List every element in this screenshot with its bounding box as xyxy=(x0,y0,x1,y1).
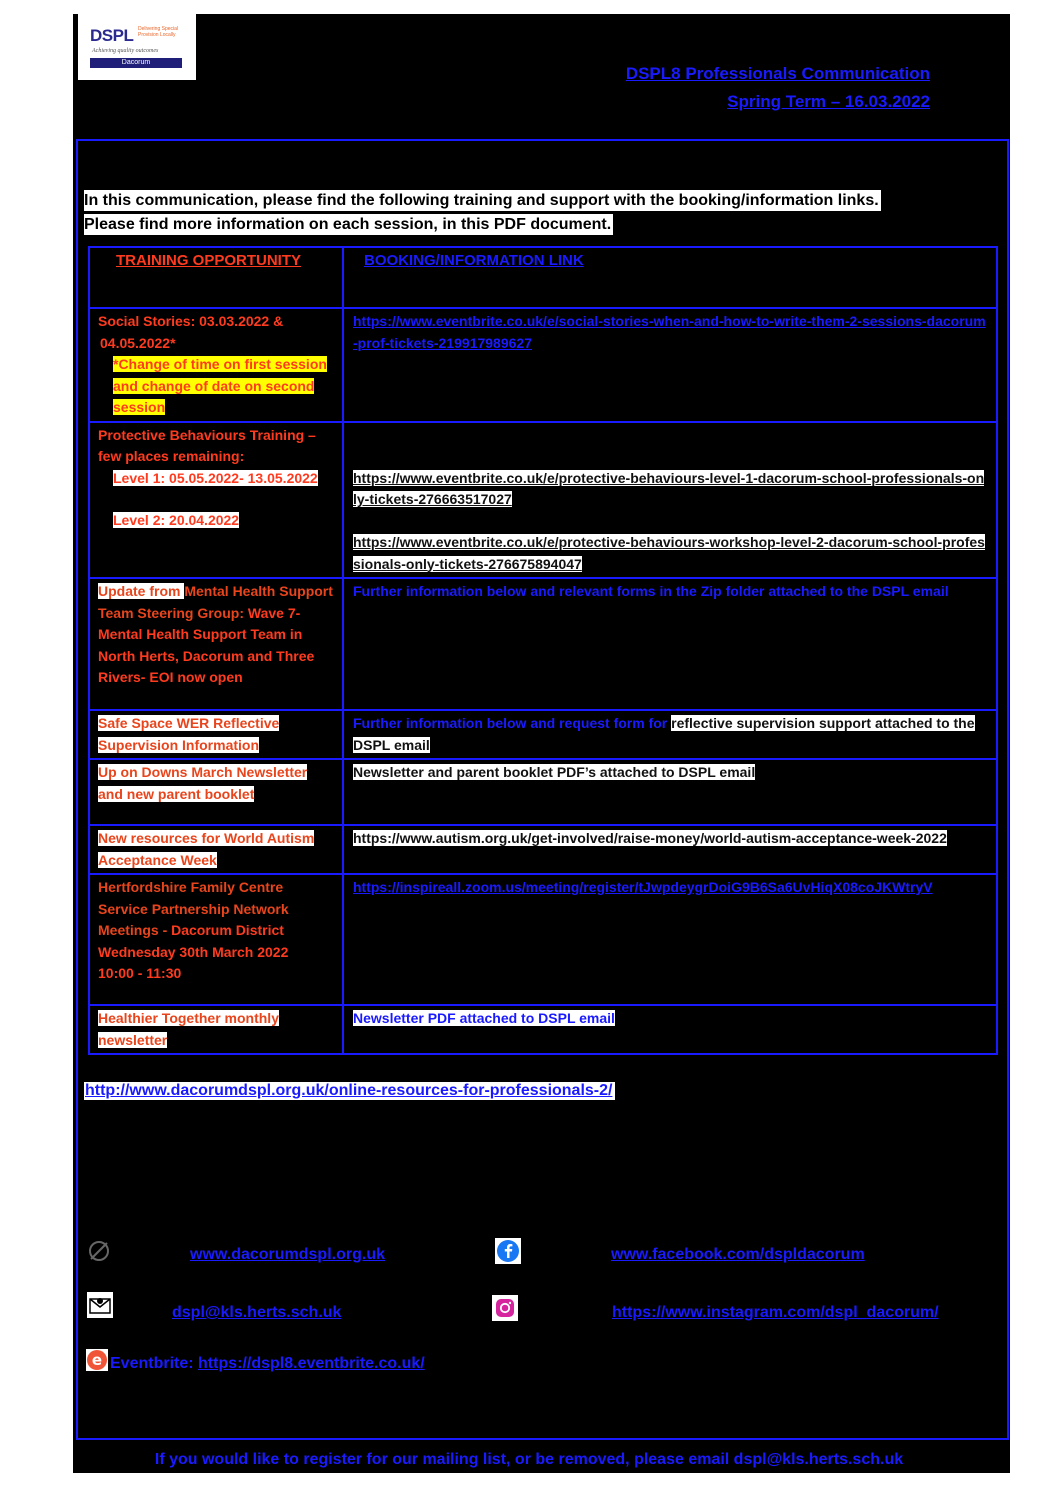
email-link[interactable]: dspl@kls.herts.sch.uk xyxy=(172,1304,342,1321)
table-row: Safe Space WER Reflective Supervision Information Further information below and request form for reflective supervision support attached to the DSPL email xyxy=(89,710,997,759)
row-safe-space: Safe Space WER Reflective Supervision Information xyxy=(89,710,343,759)
row-healthier-together: Healthier Together monthly newsletter xyxy=(89,1005,343,1054)
row-protective-behaviours: Protective Behaviours Training – few places remaining: Level 1: 05.05.2022- 13.05.2022 Level 2: 20.04.2022 xyxy=(89,422,343,579)
table-row: Healthier Together monthly newsletter Newsletter PDF attached to DSPL email xyxy=(89,1005,997,1054)
intro-line-1: In this communication, please find the following training and support with the booking/information links. xyxy=(84,192,879,209)
instagram-icon xyxy=(492,1295,518,1321)
row-up-on-downs: Up on Downs March Newsletter and new parent booklet xyxy=(89,759,343,825)
social-stories-link[interactable]: https://www.eventbrite.co.uk/e/social-stories-when-and-how-to-write-them-2-sessions-dacorum-prof-tickets-219917989627 xyxy=(353,313,986,351)
row-world-autism: New resources for World Autism Acceptance Week xyxy=(89,825,343,874)
eventbrite-row xyxy=(110,1355,425,1373)
eventbrite-link[interactable]: https://dspl8.eventbrite.co.uk/ xyxy=(198,1355,425,1372)
training-table xyxy=(88,246,998,1055)
protective-level2-link[interactable]: https://www.eventbrite.co.uk/e/protective-behaviours-workshop-level-2-dacorum-school-professionals-only-tickets-276675894047 xyxy=(353,534,985,572)
logo-district: Dacorum xyxy=(90,58,182,68)
website-link[interactable]: www.dacorumdspl.org.uk xyxy=(190,1246,385,1263)
table-row xyxy=(89,308,997,422)
table-row xyxy=(89,422,997,579)
eventbrite-label: Eventbrite: xyxy=(110,1355,199,1372)
facebook-link[interactable]: www.facebook.com/dspldacorum xyxy=(611,1246,865,1263)
logo-tagline: Delivering Special Provision Locally xyxy=(138,26,179,38)
web-icon xyxy=(86,1238,112,1264)
mental-health-info: Further information below and relevant forms in the Zip folder attached to the DSPL email xyxy=(353,583,949,599)
dspl-logo xyxy=(78,14,196,80)
header-booking: BOOKING/INFORMATION LINK xyxy=(343,247,997,308)
protective-level1-link[interactable]: https://www.eventbrite.co.uk/e/protective-behaviours-level-1-dacorum-school-professionals-only-tickets-276663517027 xyxy=(353,469,985,507)
zoom-register-link[interactable]: https://inspireall.zoom.us/meeting/register/tJwpdeygrDoiG9B6Sa6UvHiqX08coJKWtryV xyxy=(353,879,933,895)
email-icon xyxy=(87,1292,113,1318)
mailing-list-footer: If you would like to register for our mailing list, or be removed, please email dspl@kls.herts.sch.uk xyxy=(154,1451,904,1468)
autism-week-link[interactable]: https://www.autism.org.uk/get-involved/raise-money/world-autism-acceptance-week-2022 xyxy=(353,830,947,846)
instagram-link[interactable]: https://www.instagram.com/dspl_dacorum/ xyxy=(612,1304,939,1321)
change-notice: *Change of time on first session and change of date on second session xyxy=(113,356,327,415)
row-mental-health: Update from Mental Health Support Team Steering Group: Wave 7- Mental Health Support Team in North Herts, Dacorum and Three Rivers- EOI now open xyxy=(89,578,343,710)
table-header-row xyxy=(89,247,997,308)
online-resources-link[interactable]: http://www.dacorumdspl.org.uk/online-resources-for-professionals-2/ xyxy=(84,1082,615,1100)
table-row: Up on Downs March Newsletter and new parent booklet Newsletter and parent booklet PDF’s attached to DSPL email xyxy=(89,759,997,825)
page-title: DSPL8 Professionals Communication xyxy=(625,64,930,83)
page-subtitle: Spring Term – 16.03.2022 xyxy=(727,92,930,111)
eventbrite-icon xyxy=(86,1349,108,1371)
row-family-centre: Hertfordshire Family Centre Service Partnership Network Meetings - Dacorum District Wednesday 30th March 2022 10:00 - 11:30 xyxy=(89,874,343,1005)
svg-text:e: e xyxy=(91,1351,103,1369)
logo-name: DSPL xyxy=(90,26,134,45)
intro-line-2: Please find more information on each session, in this PDF document. xyxy=(84,216,612,233)
logo-motto: Achieving quality outcomes xyxy=(92,48,159,54)
table-row xyxy=(89,874,997,1005)
table-row xyxy=(89,825,997,874)
row-social-stories: Social Stories: 03.03.2022 & 04.05.2022* *Change of time on first session and change of date on second session xyxy=(89,308,343,422)
header-training: TRAINING OPPORTUNITY xyxy=(89,247,343,308)
facebook-icon xyxy=(495,1238,521,1264)
table-row xyxy=(89,578,997,710)
